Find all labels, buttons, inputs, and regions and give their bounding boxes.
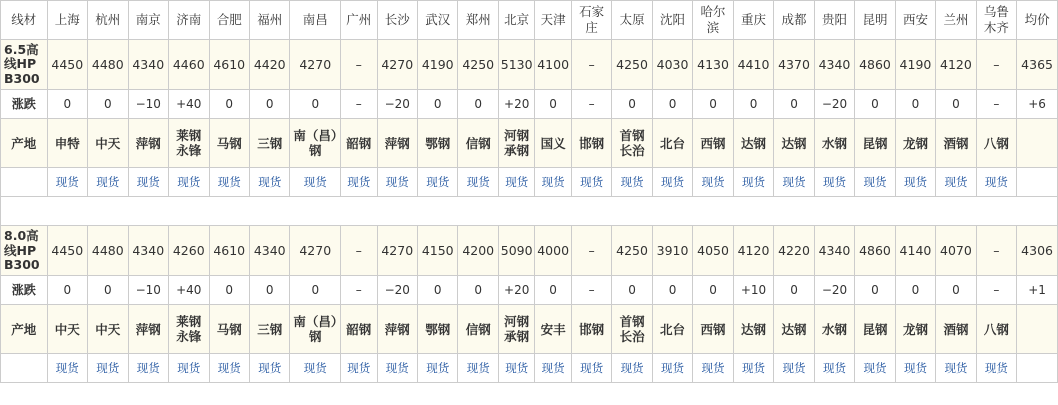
price-cell: 4120: [936, 40, 976, 90]
origin-cell: 达钢: [774, 119, 814, 168]
change-cell: +1: [1017, 276, 1058, 305]
price-cell: 4190: [895, 40, 935, 90]
row-label-spec: 8.0高线HPB300: [1, 226, 48, 276]
price-cell: 4220: [774, 226, 814, 276]
price-cell: 5130: [498, 40, 534, 90]
origin-cell: 邯钢: [571, 119, 611, 168]
origin-cell: 申特: [47, 119, 87, 168]
origin-cell: 萍钢: [128, 305, 168, 354]
column-header: 济南: [169, 1, 209, 40]
origin-cell: 达钢: [774, 305, 814, 354]
price-cell: 4270: [290, 226, 341, 276]
price-cell: 4270: [290, 40, 341, 90]
price-cell: 4000: [535, 226, 571, 276]
change-cell: 0: [458, 276, 498, 305]
change-cell: 0: [249, 90, 289, 119]
column-header: 武汉: [418, 1, 458, 40]
column-header: 贵阳: [814, 1, 854, 40]
column-header: 均价: [1017, 1, 1058, 40]
origin-cell: 鄂钢: [418, 119, 458, 168]
price-cell: 4450: [47, 40, 87, 90]
section-spacer-cell: [1, 197, 1058, 226]
origin-cell: 八钢: [976, 305, 1016, 354]
change-cell: +40: [169, 90, 209, 119]
stock-status-cell: 现货: [535, 168, 571, 197]
price-cell: 4250: [458, 40, 498, 90]
stock-status-cell: 现货: [458, 354, 498, 383]
price-cell: 4150: [418, 226, 458, 276]
stock-status-cell: 现货: [733, 168, 773, 197]
stock-status-cell: 现货: [377, 354, 417, 383]
stock-status-cell: 现货: [693, 354, 733, 383]
stock-status-cell: 现货: [976, 168, 1016, 197]
stock-status-cell: 现货: [341, 354, 377, 383]
price-cell: 4610: [209, 226, 249, 276]
origin-cell: 邯钢: [571, 305, 611, 354]
column-header: 重庆: [733, 1, 773, 40]
origin-cell: 酒钢: [936, 119, 976, 168]
price-cell: 4306: [1017, 226, 1058, 276]
price-cell: 4250: [612, 40, 652, 90]
origin-cell: 鄂钢: [418, 305, 458, 354]
stock-status-cell: 现货: [128, 354, 168, 383]
change-cell: 0: [612, 90, 652, 119]
column-header: 沈阳: [652, 1, 692, 40]
stock-status-cell: 现货: [855, 354, 895, 383]
change-cell: −10: [128, 90, 168, 119]
price-cell: 4610: [209, 40, 249, 90]
change-cell: 0: [936, 90, 976, 119]
origin-cell: 萍钢: [128, 119, 168, 168]
price-cell: 4480: [88, 40, 128, 90]
stock-status-cell: 现货: [169, 168, 209, 197]
column-header: 昆明: [855, 1, 895, 40]
stock-status-cell: 现货: [498, 168, 534, 197]
price-cell: 5090: [498, 226, 534, 276]
stock-status-cell: 现货: [535, 354, 571, 383]
origin-cell: 莱钢永锋: [169, 119, 209, 168]
origin-cell: 河钢承钢: [498, 305, 534, 354]
change-cell: −20: [377, 90, 417, 119]
origin-cell: 萍钢: [377, 305, 417, 354]
change-cell: 0: [652, 276, 692, 305]
change-cell: 0: [535, 276, 571, 305]
origin-cell: 三钢: [249, 305, 289, 354]
price-cell: 4270: [377, 226, 417, 276]
price-cell: –: [571, 40, 611, 90]
change-cell: −20: [377, 276, 417, 305]
price-cell: 4120: [733, 226, 773, 276]
column-header: 天津: [535, 1, 571, 40]
change-cell: 0: [47, 90, 87, 119]
stock-status-cell: 现货: [458, 168, 498, 197]
origin-cell: 昆钢: [855, 119, 895, 168]
stock-status-cell: 现货: [341, 168, 377, 197]
change-cell: −20: [814, 276, 854, 305]
column-header: 石家庄: [571, 1, 611, 40]
change-cell: 0: [458, 90, 498, 119]
stock-status-cell: 现货: [290, 168, 341, 197]
table-header-row: [1, 1, 1058, 40]
origin-cell: 韶钢: [341, 119, 377, 168]
change-cell: 0: [209, 276, 249, 305]
stock-status-cell: 现货: [774, 354, 814, 383]
stock-status-cell: 现货: [209, 354, 249, 383]
stock-status-cell: [1017, 354, 1058, 383]
origin-cell: 首钢长治: [612, 119, 652, 168]
column-header: 广州: [341, 1, 377, 40]
origin-cell: 中天: [88, 119, 128, 168]
column-header: 哈尔滨: [693, 1, 733, 40]
origin-cell: 韶钢: [341, 305, 377, 354]
origin-cell: 安丰: [535, 305, 571, 354]
change-cell: –: [571, 90, 611, 119]
change-cell: 0: [855, 90, 895, 119]
stock-status-cell: 现货: [47, 354, 87, 383]
price-cell: –: [341, 40, 377, 90]
price-cell: 4130: [693, 40, 733, 90]
table-body: [1, 1, 1058, 383]
section-spacer: [1, 197, 1058, 226]
stock-status-cell: 现货: [249, 168, 289, 197]
price-cell: 4420: [249, 40, 289, 90]
change-cell: 0: [774, 276, 814, 305]
price-cell: 4190: [418, 40, 458, 90]
origin-cell: 中天: [88, 305, 128, 354]
change-cell: 0: [652, 90, 692, 119]
origin-cell: [1017, 305, 1058, 354]
price-cell: 4270: [377, 40, 417, 90]
change-cell: +20: [498, 276, 534, 305]
stock-status-cell: 现货: [976, 354, 1016, 383]
origin-cell: 莱钢永锋: [169, 305, 209, 354]
origin-cell: 西钢: [693, 119, 733, 168]
stock-status-cell: 现货: [290, 354, 341, 383]
change-cell: –: [341, 90, 377, 119]
price-cell: 3910: [652, 226, 692, 276]
stock-status-cell: 现货: [895, 354, 935, 383]
column-header: 太原: [612, 1, 652, 40]
stock-status-cell: 现货: [88, 168, 128, 197]
origin-cell: 南（昌）钢: [290, 119, 341, 168]
stock-status-cell: 现货: [47, 168, 87, 197]
price-cell: 4450: [47, 226, 87, 276]
table-row-change: [1, 90, 1058, 119]
price-cell: 4410: [733, 40, 773, 90]
price-cell: 4250: [612, 226, 652, 276]
stock-status-cell: 现货: [571, 354, 611, 383]
price-cell: 4070: [936, 226, 976, 276]
price-cell: 4340: [128, 40, 168, 90]
change-cell: 0: [936, 276, 976, 305]
price-cell: 4200: [458, 226, 498, 276]
stock-status-cell: 现货: [855, 168, 895, 197]
row-label-stock: [1, 354, 48, 383]
origin-cell: 西钢: [693, 305, 733, 354]
column-header: 南京: [128, 1, 168, 40]
stock-status-cell: 现货: [895, 168, 935, 197]
origin-cell: 酒钢: [936, 305, 976, 354]
origin-cell: 信钢: [458, 119, 498, 168]
change-cell: 0: [535, 90, 571, 119]
stock-status-cell: 现货: [418, 168, 458, 197]
row-label-origin: 产地: [1, 119, 48, 168]
column-header: 兰州: [936, 1, 976, 40]
table-row-change: [1, 276, 1058, 305]
origin-cell: 水钢: [814, 119, 854, 168]
origin-cell: 首钢长治: [612, 305, 652, 354]
table-row-stock: [1, 354, 1058, 383]
price-cell: 4340: [814, 226, 854, 276]
row-label-change: 涨跌: [1, 90, 48, 119]
stock-status-cell: 现货: [498, 354, 534, 383]
change-cell: −20: [814, 90, 854, 119]
price-cell: 4140: [895, 226, 935, 276]
change-cell: +40: [169, 276, 209, 305]
origin-cell: 三钢: [249, 119, 289, 168]
column-header: 杭州: [88, 1, 128, 40]
origin-cell: 龙钢: [895, 305, 935, 354]
origin-cell: 北台: [652, 119, 692, 168]
stock-status-cell: 现货: [733, 354, 773, 383]
stock-status-cell: 现货: [249, 354, 289, 383]
change-cell: 0: [418, 90, 458, 119]
row-label-origin: 产地: [1, 305, 48, 354]
table-row-price: [1, 40, 1058, 90]
stock-status-cell: 现货: [936, 168, 976, 197]
price-cell: 4860: [855, 226, 895, 276]
column-header: 上海: [47, 1, 87, 40]
row-label-spec: 6.5高线HPB300: [1, 40, 48, 90]
price-cell: 4365: [1017, 40, 1058, 90]
origin-cell: 河钢承钢: [498, 119, 534, 168]
stock-status-cell: 现货: [652, 168, 692, 197]
origin-cell: 昆钢: [855, 305, 895, 354]
origin-cell: 南（昌）钢: [290, 305, 341, 354]
price-cell: –: [976, 226, 1016, 276]
stock-status-cell: 现货: [128, 168, 168, 197]
stock-status-cell: 现货: [936, 354, 976, 383]
stock-status-cell: 现货: [418, 354, 458, 383]
change-cell: 0: [612, 276, 652, 305]
column-header: 线材: [1, 1, 48, 40]
price-cell: 4340: [814, 40, 854, 90]
change-cell: 0: [855, 276, 895, 305]
column-header: 福州: [249, 1, 289, 40]
change-cell: 0: [88, 90, 128, 119]
change-cell: 0: [774, 90, 814, 119]
change-cell: 0: [290, 90, 341, 119]
stock-status-cell: 现货: [612, 168, 652, 197]
stock-status-cell: 现货: [774, 168, 814, 197]
row-label-change: 涨跌: [1, 276, 48, 305]
stock-status-cell: 现货: [693, 168, 733, 197]
origin-cell: 马钢: [209, 119, 249, 168]
price-cell: 4340: [128, 226, 168, 276]
stock-status-cell: 现货: [169, 354, 209, 383]
price-cell: –: [976, 40, 1016, 90]
price-cell: 4860: [855, 40, 895, 90]
origin-cell: [1017, 119, 1058, 168]
price-cell: 4030: [652, 40, 692, 90]
change-cell: 0: [733, 90, 773, 119]
origin-cell: 国义: [535, 119, 571, 168]
origin-cell: 达钢: [733, 305, 773, 354]
origin-cell: 马钢: [209, 305, 249, 354]
change-cell: 0: [290, 276, 341, 305]
origin-cell: 信钢: [458, 305, 498, 354]
origin-cell: 萍钢: [377, 119, 417, 168]
stock-status-cell: 现货: [377, 168, 417, 197]
table-row-stock: [1, 168, 1058, 197]
change-cell: 0: [693, 90, 733, 119]
change-cell: 0: [249, 276, 289, 305]
column-header: 合肥: [209, 1, 249, 40]
change-cell: 0: [209, 90, 249, 119]
change-cell: –: [976, 276, 1016, 305]
origin-cell: 龙钢: [895, 119, 935, 168]
price-cell: –: [341, 226, 377, 276]
column-header: 北京: [498, 1, 534, 40]
change-cell: 0: [895, 276, 935, 305]
stock-status-cell: 现货: [209, 168, 249, 197]
price-cell: 4100: [535, 40, 571, 90]
change-cell: +6: [1017, 90, 1058, 119]
price-cell: 4460: [169, 40, 209, 90]
table-row-origin: [1, 119, 1058, 168]
column-header: 西安: [895, 1, 935, 40]
table-row-price: [1, 226, 1058, 276]
stock-status-cell: 现货: [814, 354, 854, 383]
origin-cell: 水钢: [814, 305, 854, 354]
column-header: 长沙: [377, 1, 417, 40]
change-cell: +10: [733, 276, 773, 305]
column-header: 郑州: [458, 1, 498, 40]
change-cell: −10: [128, 276, 168, 305]
origin-cell: 北台: [652, 305, 692, 354]
stock-status-cell: 现货: [814, 168, 854, 197]
price-cell: 4050: [693, 226, 733, 276]
stock-status-cell: 现货: [571, 168, 611, 197]
row-label-stock: [1, 168, 48, 197]
change-cell: 0: [895, 90, 935, 119]
price-cell: –: [571, 226, 611, 276]
stock-status-cell: 现货: [612, 354, 652, 383]
change-cell: 0: [47, 276, 87, 305]
change-cell: –: [571, 276, 611, 305]
column-header: 乌鲁木齐: [976, 1, 1016, 40]
column-header: 成都: [774, 1, 814, 40]
change-cell: 0: [693, 276, 733, 305]
origin-cell: 八钢: [976, 119, 1016, 168]
change-cell: –: [976, 90, 1016, 119]
table-row-origin: [1, 305, 1058, 354]
change-cell: 0: [418, 276, 458, 305]
change-cell: +20: [498, 90, 534, 119]
column-header: 南昌: [290, 1, 341, 40]
change-cell: 0: [88, 276, 128, 305]
price-cell: 4260: [169, 226, 209, 276]
stock-status-cell: 现货: [88, 354, 128, 383]
stock-status-cell: [1017, 168, 1058, 197]
price-cell: 4480: [88, 226, 128, 276]
origin-cell: 中天: [47, 305, 87, 354]
stock-status-cell: 现货: [652, 354, 692, 383]
price-cell: 4340: [249, 226, 289, 276]
price-cell: 4370: [774, 40, 814, 90]
change-cell: –: [341, 276, 377, 305]
origin-cell: 达钢: [733, 119, 773, 168]
